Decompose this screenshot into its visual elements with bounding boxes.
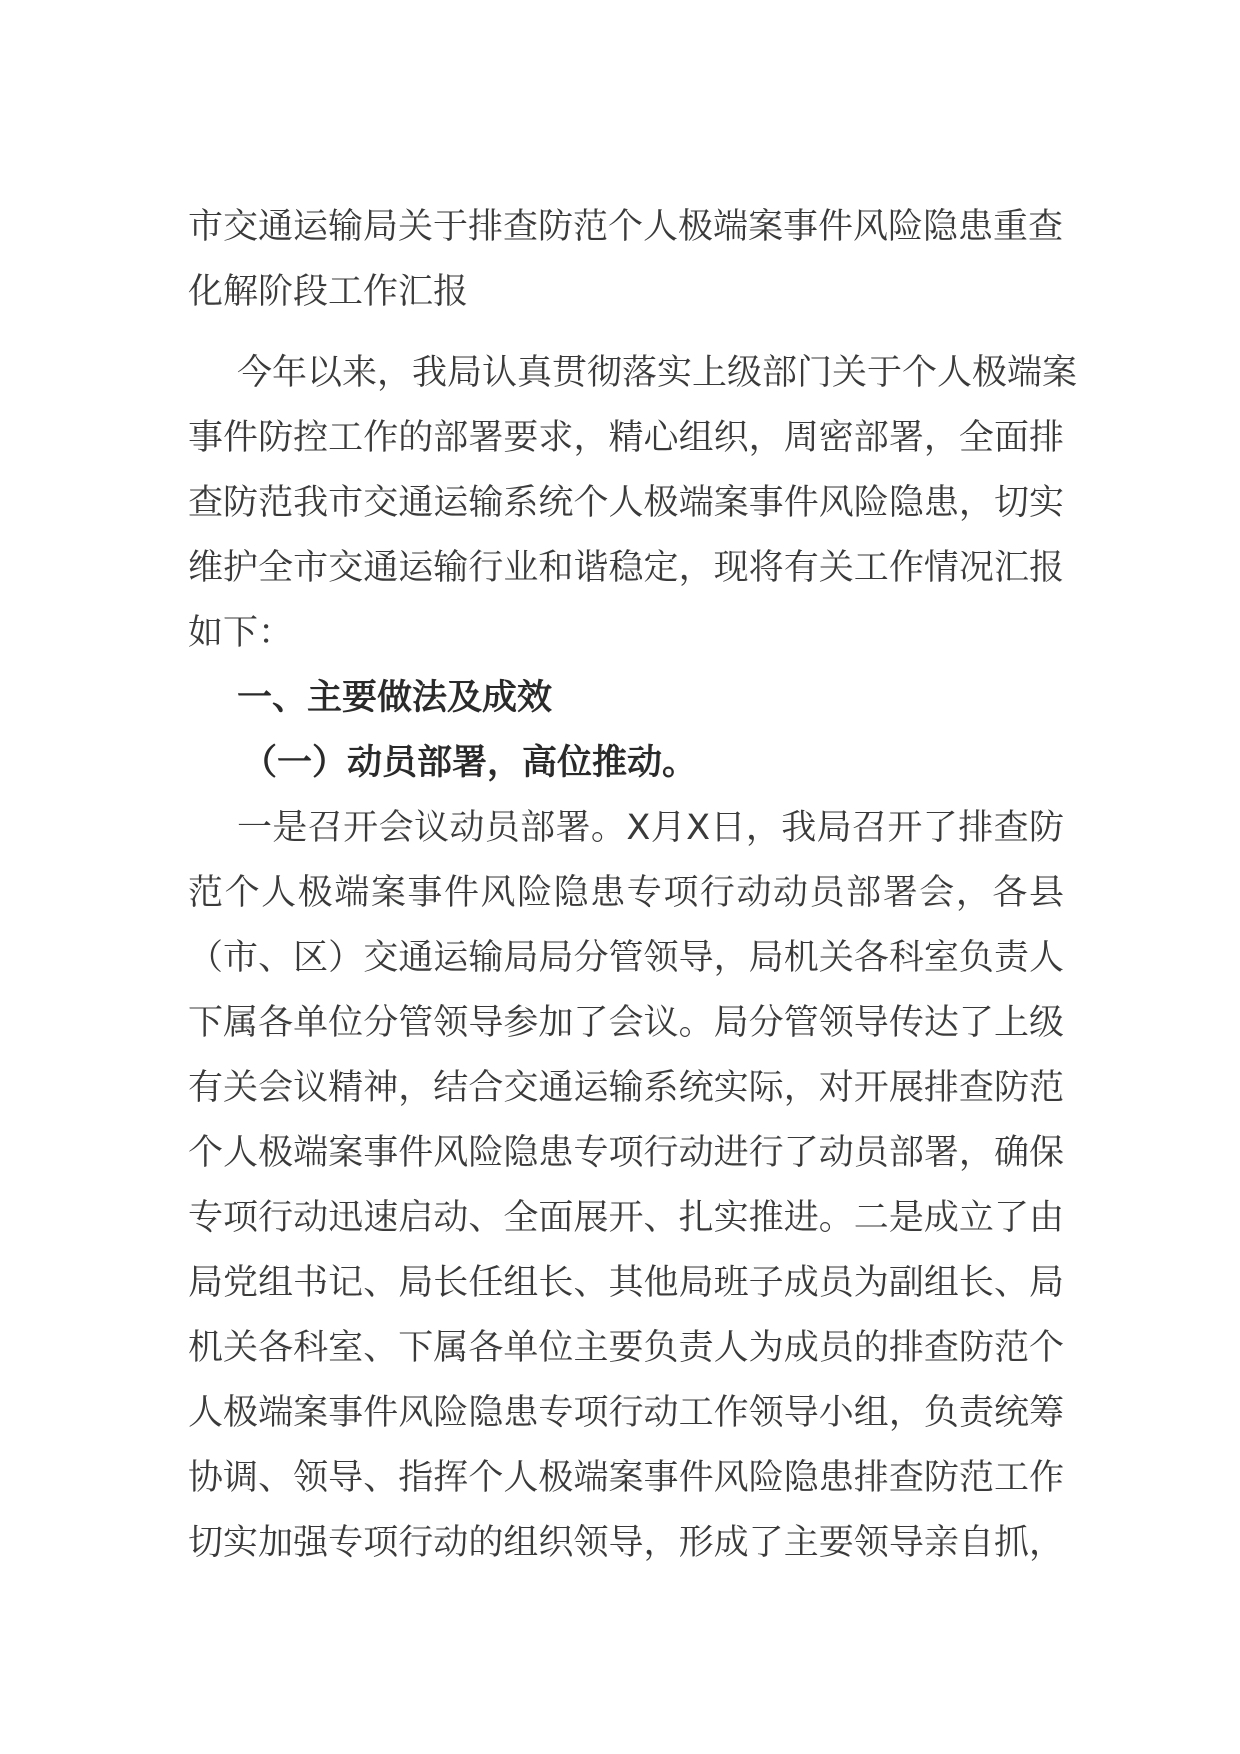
document-title-line-2: 化解阶段工作汇报 <box>188 272 469 312</box>
subsection-heading: （一）动员部署，高位推动。 <box>242 743 698 783</box>
intro-line: 今年以来，我局认真贯彻落实上级部门关于个人极端案 <box>237 353 1078 393</box>
body-line: 人极端案事件风险隐患专项行动工作领导小组，负责统筹 <box>188 1393 1064 1433</box>
body-line: （市、区）交通运输局局分管领导，局机关各科室负责人 <box>188 938 1064 978</box>
body-line: 个人极端案事件风险隐患专项行动进行了动员部署，确保 <box>188 1133 1064 1173</box>
body-line: 有关会议精神，结合交通运输系统实际，对开展排查防范 <box>188 1068 1064 1108</box>
intro-line: 如下： <box>188 613 294 653</box>
body-line: 局党组书记、局长任组长、其他局班子成员为副组长、局 <box>188 1263 1064 1303</box>
section-heading: 一、主要做法及成效 <box>237 678 553 718</box>
document-title-line-1: 市交通运输局关于排查防范个人极端案事件风险隐患重查 <box>188 207 1064 247</box>
intro-line: 查防范我市交通运输系统个人极端案事件风险隐患，切实 <box>188 483 1064 523</box>
body-line: 下属各单位分管领导参加了会议。局分管领导传达了上级 <box>188 1003 1064 1043</box>
intro-line: 维护全市交通运输行业和谐稳定，现将有关工作情况汇报 <box>188 548 1064 588</box>
body-line: 一是召开会议动员部署。X月X日，我局召开了排查防 <box>237 808 1064 848</box>
intro-line: 事件防控工作的部署要求，精心组织，周密部署，全面排 <box>188 418 1064 458</box>
body-line: 切实加强专项行动的组织领导，形成了主要领导亲自抓， <box>188 1523 1064 1563</box>
body-line: 范个人极端案事件风险隐患专项行动动员部署会，各县 <box>188 873 1064 913</box>
body-line: 协调、领导、指挥个人极端案事件风险隐患排查防范工作 <box>188 1458 1064 1498</box>
body-line: 机关各科室、下属各单位主要负责人为成员的排查防范个 <box>188 1328 1064 1368</box>
body-line: 专项行动迅速启动、全面展开、扎实推进。二是成立了由 <box>188 1198 1064 1238</box>
